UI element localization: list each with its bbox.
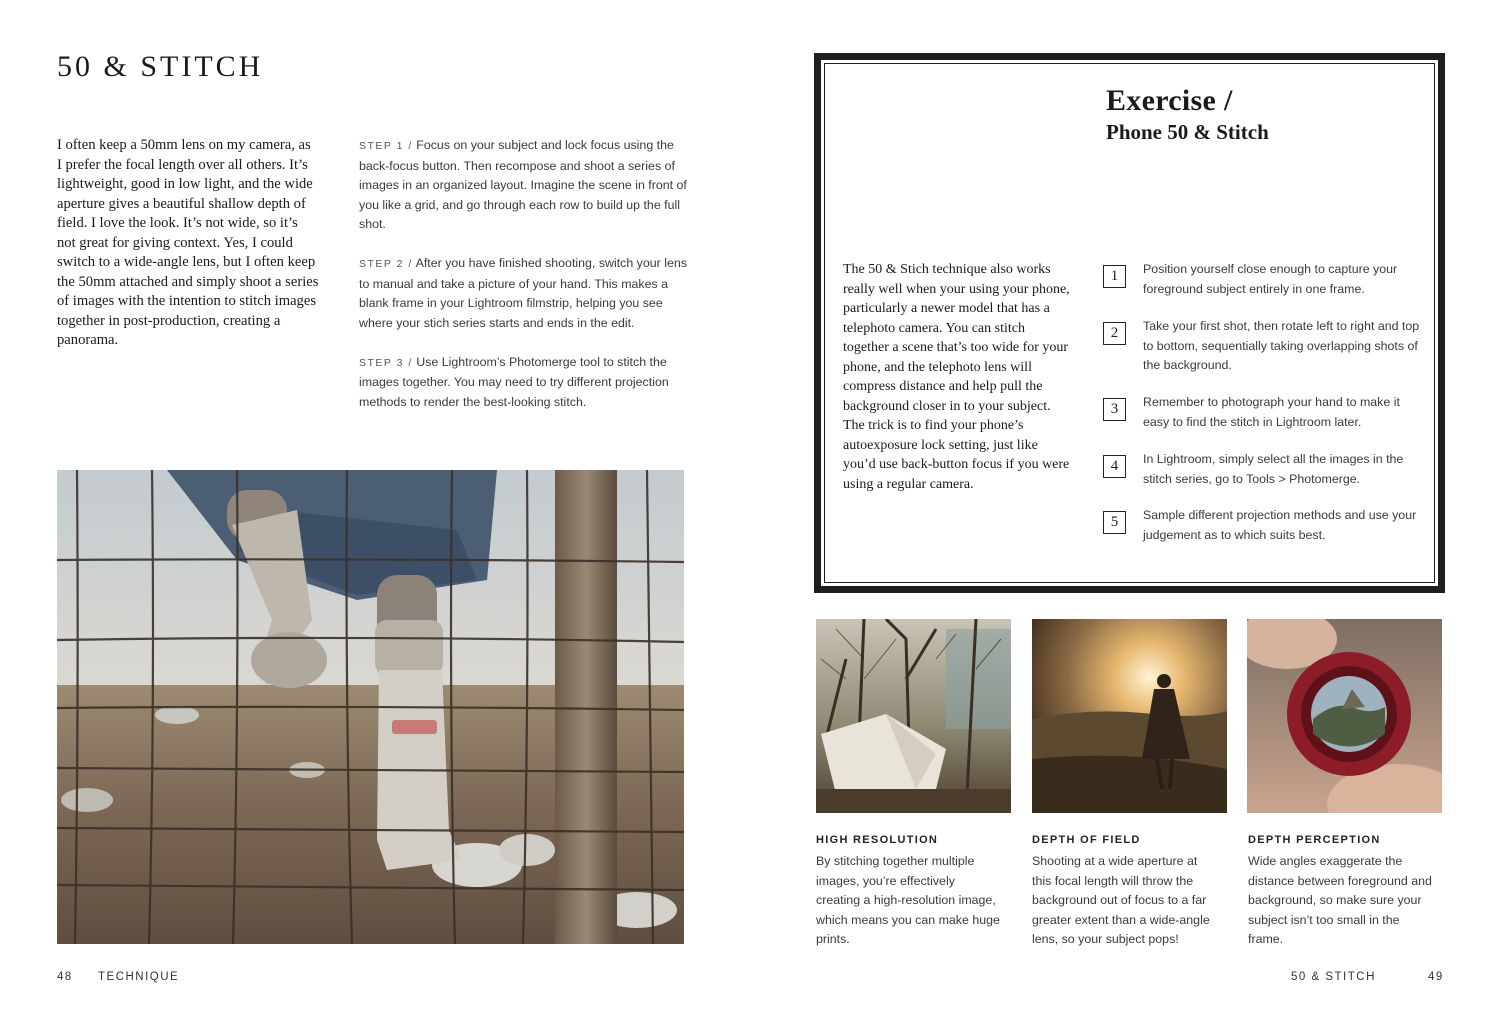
exercise-title: Exercise /: [1106, 84, 1233, 117]
exercise-item-number: 5: [1103, 511, 1126, 534]
caption-heading-depth-perception: DEPTH PERCEPTION: [1248, 834, 1381, 846]
caption-text-high-resolution: By stitching together multiple images, you’re effectively creating a high-resolution image, which means you can make huge prints.: [816, 854, 1000, 946]
exercise-item-text: Remember to photograph your hand to make it easy to find the stitch in Lightroom later.: [1143, 395, 1400, 429]
page-title: 50 & STITCH: [57, 50, 264, 83]
sunset-figure-illustration: [1032, 619, 1227, 813]
left-folio-number: 48: [57, 971, 73, 983]
intro-paragraph: I often keep a 50mm lens on my camera, as I prefer the focal length over all others. It’s lightweight, good in low light, and the wide aperture gives a beautiful shallow depth of field. I love the look. It’s not wide, so it’s not great for giving context. Yes, I could switch to a wide-angle lens, but I often keep the 50mm attached and simply shoot a series of images with the intention to stitch images together in post-production, creating a panorama.: [57, 137, 319, 348]
red-ring-illustration: [1247, 619, 1442, 813]
caption-heading-high-resolution: HIGH RESOLUTION: [816, 834, 939, 846]
exercise-item-number: 1: [1103, 265, 1126, 288]
exercise-item-number: 2: [1103, 322, 1126, 345]
caption-text-depth-perception: Wide angles exaggerate the distance between foreground and background, so make sure your subject isn’t too small in the frame.: [1248, 854, 1432, 946]
exercise-subtitle: Phone 50 & Stitch: [1106, 120, 1269, 144]
tent-in-woods-illustration: [816, 619, 1011, 813]
exercise-body: The 50 & Stich technique also works really well when your using your phone, particularly a newer model that has a telephoto camera. You can stitch together a scene that’s too wide for your phone, and the telephoto lens will compress distance and help pull the background closer in to your subject. The trick is to find your phone’s autoexposure lock setting, just like you’d use back-button focus if you were using a regular camera.: [843, 262, 1070, 492]
right-folio-section: 50 & STITCH: [1291, 971, 1376, 983]
exercise-item-text: Take your first shot, then rotate left to right and top to bottom, sequentially taking overlapping shots of the background.: [1143, 319, 1420, 372]
exercise-item-number: 3: [1103, 398, 1126, 421]
thumb-depth-perception-photo: [1247, 619, 1442, 813]
exercise-item: [1103, 317, 1423, 376]
fence-photo-illustration: [57, 470, 684, 944]
exercise-item-text: Sample different projection methods and use your judgement as to which suits best.: [1143, 508, 1417, 542]
exercise-item-number: 4: [1103, 455, 1126, 478]
exercise-item: [1103, 393, 1423, 432]
thumb-depth-of-field-photo: [1032, 619, 1227, 813]
exercise-item-text: Position yourself close enough to capture your foreground subject entirely in one frame.: [1143, 262, 1398, 296]
exercise-item: [1103, 450, 1423, 489]
step-3-label: STEP 3 /: [359, 356, 413, 369]
thumb-high-resolution-photo: [816, 619, 1011, 813]
step-1-text: Focus on your subject and lock focus using the back-focus button. Then recompose and shoot a series of images in an organized layout. Imagine the scene in front of you like a grid, and go through each row to build up the full shot.: [359, 138, 687, 231]
right-folio-number: 49: [1428, 971, 1444, 983]
fence-climbing-photo: [57, 470, 684, 944]
caption-heading-depth-of-field: DEPTH OF FIELD: [1032, 834, 1141, 846]
step-1-label: STEP 1 /: [359, 140, 413, 152]
steps-column: [359, 136, 691, 432]
step-3-text: Use Lightroom’s Photomerge tool to stitch the images together. You may need to try different projection methods to render the best-looking stitch.: [359, 354, 669, 409]
exercise-item: [1103, 260, 1423, 299]
step-2-text: After you have finished shooting, switch your lens to manual and take a picture of your hand. This makes a blank frame in your Lightroom filmstrip, helping you see where your stich series starts and ends in the edit.: [359, 256, 687, 330]
left-folio-section: TECHNIQUE: [98, 971, 180, 983]
caption-text-depth-of-field: Shooting at a wide aperture at this focal length will throw the background out of focus to a far greater extent than a wide-angle lens, so your subject pops!: [1032, 854, 1210, 946]
exercise-item-text: In Lightroom, simply select all the images in the stitch series, go to Tools > Photomerge.: [1143, 452, 1404, 486]
step-2: [359, 254, 691, 333]
step-2-label: STEP 2 /: [359, 258, 413, 270]
exercise-item: [1103, 506, 1423, 545]
step-3: [359, 353, 691, 413]
step-1: [359, 136, 691, 235]
